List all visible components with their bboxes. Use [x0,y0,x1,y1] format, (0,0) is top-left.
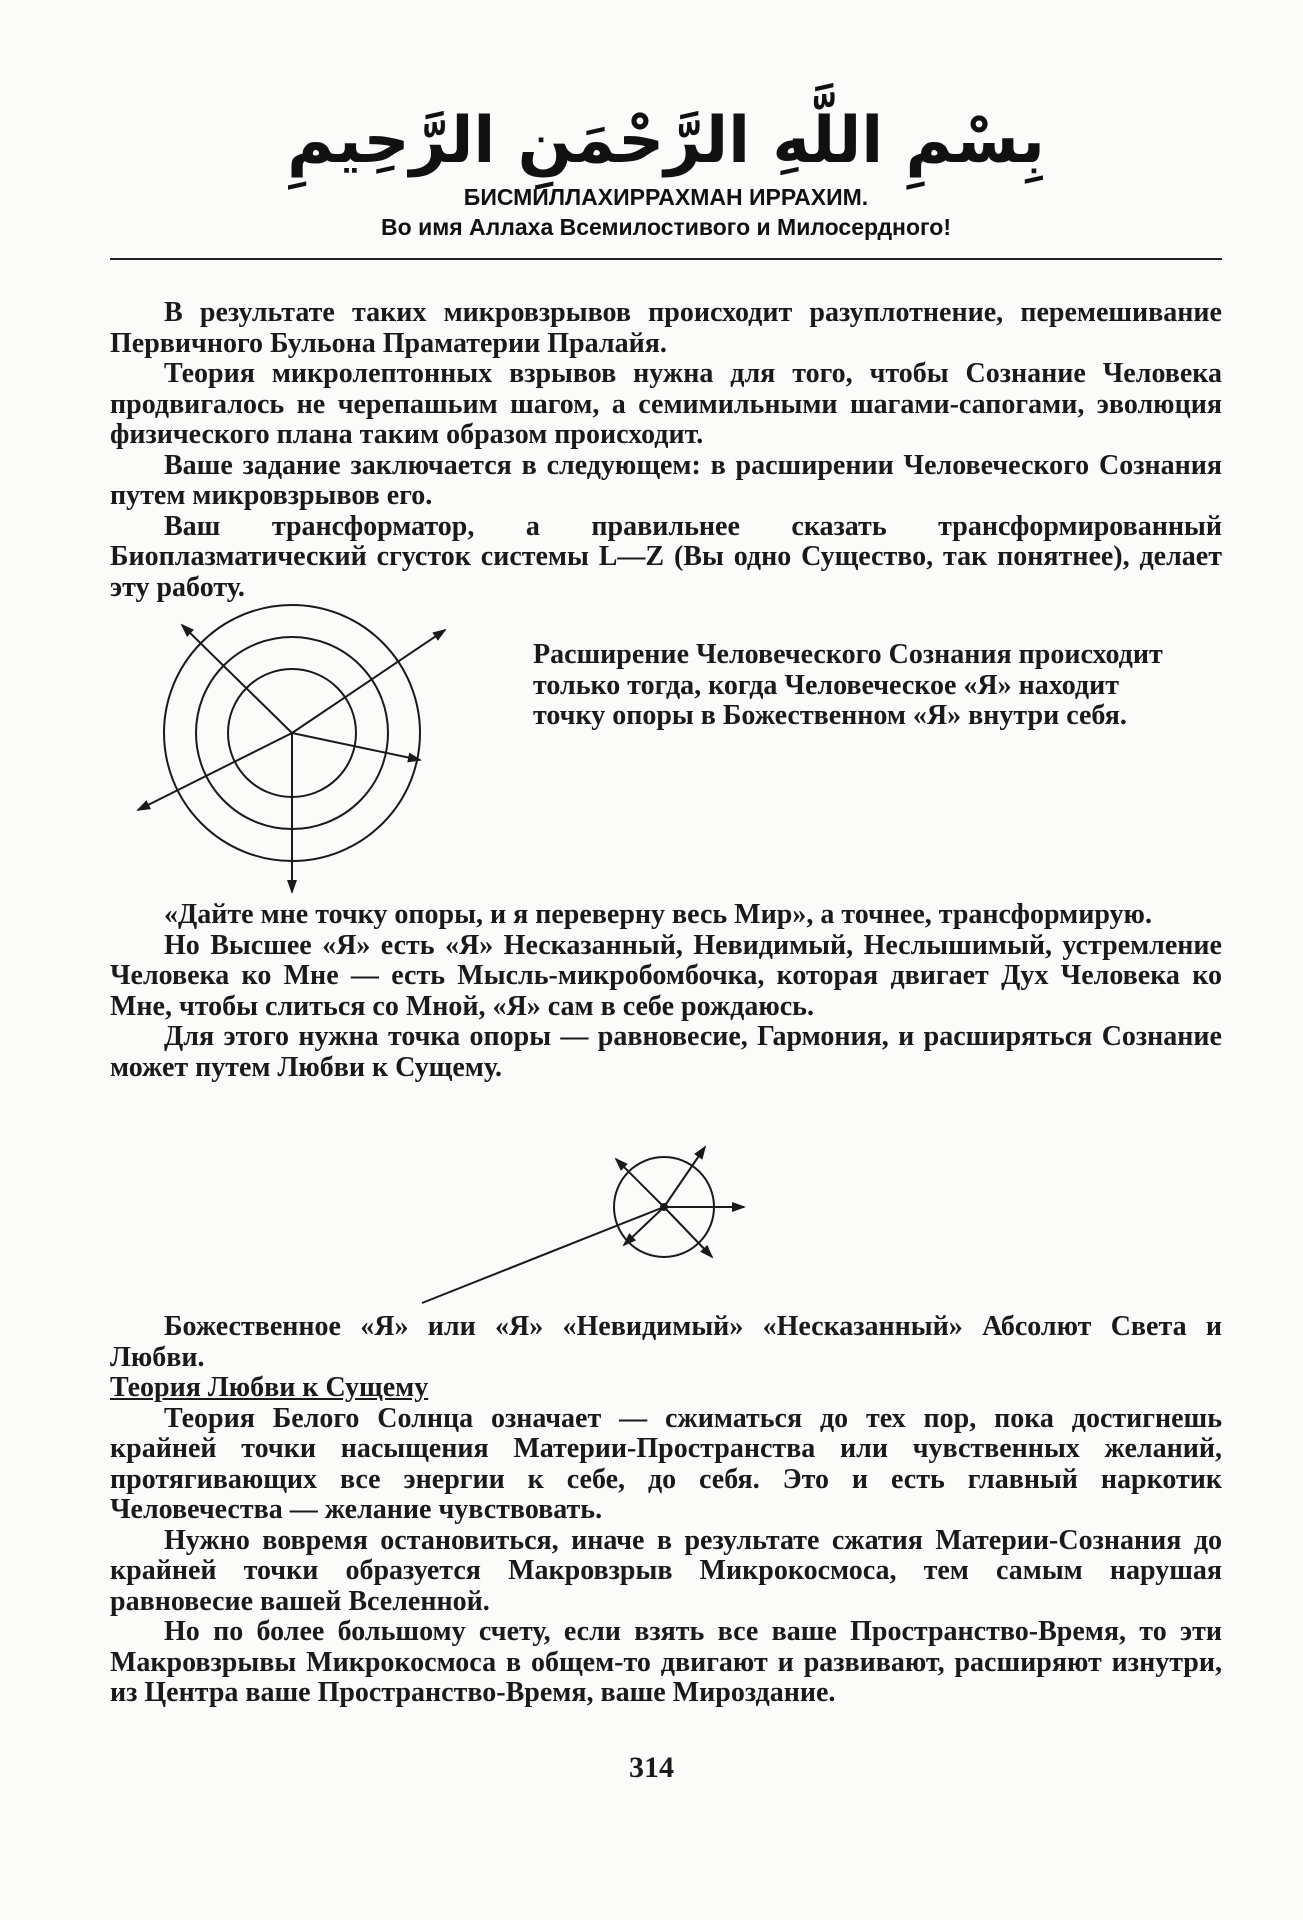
header-translation: Во имя Аллаха Всемилостивого и Милосердного! [381,214,951,240]
concentric-circles-diagram [120,600,460,900]
section-subheading: Теория Любви к Сущему [110,1372,429,1403]
paragraph: В результате таких микровзрывов происходит разуплотнение, перемешивание Первичного Бульона Праматерии Пралайя. [110,297,1222,359]
text-block-1 [110,298,1222,603]
paragraph: Теория микролептонных взрывов нужна для того, чтобы Сознание Человека продвигалось не черепашьим шагом, а семимильными шагами-сапогами, эволюция физического плана таким образом происходит. [110,358,1222,450]
arabic-calligraphy: بِسْمِ اللَّهِ الرَّحْمَنِ الرَّحِيمِ [287,104,1045,178]
paragraph: «Дайте мне точку опоры, и я переверну весь Мир», а точнее, трансформирую. [164,899,1152,930]
header-transliteration: БИСМИЛЛАХИРРАХМАН ИРРАХИМ. [463,184,869,210]
paragraph: Теория Белого Солнца означает — сжиматься до тех пор, пока достигнешь крайней точки насыщения Материи-Пространства или чувственных желаний, протягивающих все энергии к себе, до себя. Это и есть главный наркотик Человечества — желание чувствовать. [110,1402,1222,1525]
paragraph: Ваше задание заключается в следующем: в расширении Человеческого Сознания путем микровзрывов его. [110,449,1222,511]
paragraph: Для этого нужна точка опоры — равновесие, Гармония, и расширяться Сознание может путем Любви к Сущему. [110,1021,1222,1083]
paragraph: Ваш трансформатор, а правильнее сказать трансформированный Биоплазматический сгусток системы L—Z (Вы одно Существо, так понятнее), делает эту работу. [110,510,1222,603]
arrow-up-right [292,630,445,733]
radiating-circle-diagram [410,1145,770,1315]
page-number: 314 [629,1751,674,1784]
arrow-up-left [182,625,292,733]
arrow-down-left [624,1207,664,1245]
text-block-3 [110,1312,1222,1709]
diagram-caption: Расширение Человеческого Сознания происходит только тогда, когда Человеческое «Я» находит точку опоры в Божественном «Я» внутри себя. [533,639,1163,731]
paragraph: Но по более большому счету, если взять все ваше Пространство-Время, то эти Макровзрывы Микрокосмоса в общем-то двигают и развивают, расширяют изнутри, из Центра ваше Пространство-Время, ваше Мироздание. [110,1616,1222,1708]
arrow-up-right [664,1147,705,1207]
arrow-down-left [138,733,292,810]
paragraph: Нужно вовремя остановиться, иначе в результате сжатия Материи-Сознания до крайней точки образуется Макровзрыв Микрокосмоса, тем самым нарушая равновесие вашей Вселенной. [110,1524,1222,1617]
paragraph: Но Высшее «Я» есть «Я» Несказанный, Невидимый, Неслышимый, устремление Человека ко Мне — есть Мысль-микробомбочка, которая двигает Дух Человека ко Мне, чтобы слиться со Мной, «Я» сам в себе рождаюсь. [110,929,1222,1022]
text-block-2 [110,900,1222,1083]
arrow-down-right [664,1207,712,1257]
paragraph: Божественное «Я» или «Я» «Невидимый» «Несказанный» Абсолют Света и Любви. [110,1311,1222,1373]
arrow-up-left [616,1159,664,1207]
page-header [110,100,1222,242]
header-divider [110,258,1222,260]
tail-line [422,1207,664,1303]
